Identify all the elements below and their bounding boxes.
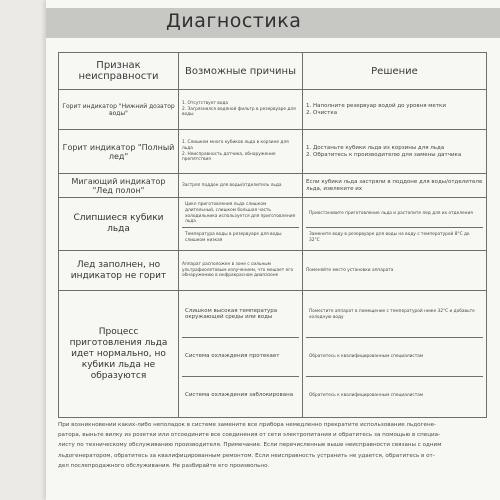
row-sign: Мигающий индикатор "Лед полон" [59, 174, 179, 198]
row-cause: 1. Слишком много кубиков льда в корзине для льда 2. Неисправность датчика, обнаружение препятствия [179, 130, 303, 174]
table-row [59, 251, 487, 291]
table-header-row [59, 53, 487, 90]
table-row [59, 291, 487, 418]
footer-note [58, 420, 486, 471]
row-solution-group [303, 291, 487, 418]
header-solution: Решение [303, 53, 487, 90]
row-cause: 1. Отсутствует вода 2. Загрязнился водяной фильтр в резервуаре для воды [179, 90, 303, 130]
row-solution: Замените воду в резервуаре для воды на воду с температурой 8°С до 32°С [306, 227, 483, 248]
row-solution: Поместите аппарат в помещение с температурой ниже 32°С и добавьте холодную воду [309, 309, 475, 320]
row-cause-group [179, 198, 303, 251]
row-cause: Цикл приготовления льда слишком длительный, слишком большая часть холодильника используется для приготовления льда [185, 202, 296, 225]
table-row [59, 198, 487, 251]
row-sign: Горит индикатор "Нижний дозатор воды" [59, 90, 179, 130]
row-solution: Приостановите приготовление льда и растопите лед для их отделения [309, 210, 473, 216]
note-line: листу по техническому обслуживанию производителя. Примечание. Если перечисленные выше неисправности связаны с одним [58, 442, 442, 449]
row-cause: Система охлаждения протекает [182, 337, 299, 376]
table-row [59, 174, 487, 198]
page-title: Диагностика [166, 10, 302, 32]
row-solution: Обратитесь к квалифицированным специалистам [306, 337, 483, 376]
header-cause: Возможные причины [179, 53, 303, 90]
row-sign: Слипшиеся кубики льда [59, 198, 179, 251]
manual-page [46, 0, 500, 500]
row-solution: Обратитесь к квалифицированным специалистам [306, 376, 483, 415]
note-line: дел послепродажного обслуживания. Не разбирайте его произвольно. [58, 462, 270, 469]
row-cause: Слишком высокая температура окружающей среды или воды [185, 308, 278, 320]
note-line: При возникновении каких-либо неполадок в системе замените все прибора немедленно прекратите использование льдогене- [58, 422, 437, 428]
row-cause: Температура воды в резервуаре для воды слишком низкая [182, 227, 299, 248]
row-solution: Если кубики льда застряли в поддоне для воды/отделителе льда, извлеките их [303, 174, 487, 198]
row-sign: Лед заполнен, но индикатор не горит [59, 251, 179, 291]
row-cause: Система охлаждения заблокирована [182, 376, 299, 415]
note-line: льдогенератором, обратитесь за квалифицированным ремонтом. Если неисправность устранить не удается, обратитесь в от- [58, 452, 435, 459]
row-cause: Аппарат расположен в зоне с сильным ультрафиолетовым излучением, что мешает его обнаружению в инфракрасном диапазоне [179, 251, 303, 291]
row-sign: Процесс приготовления льда идет нормально, но кубики льда не образуются [59, 291, 179, 418]
row-solution: Поменяйте место установки аппарата [303, 251, 487, 291]
table-row [59, 90, 487, 130]
row-solution: 1. Достаньте кубики льда из корзины для льда 2. Обратитесь к производителю для замены датчика [303, 130, 487, 174]
row-cause-group [179, 291, 303, 418]
row-solution-group [303, 198, 487, 251]
header-sign: Признак неисправности [59, 53, 179, 90]
row-cause: Застрял поддон для воды/отделитель льда [179, 174, 303, 198]
diagnostics-table [58, 52, 487, 418]
row-solution: 1. Наполните резервуар водой до уровня метки 2. Очистка [303, 90, 487, 130]
row-sign: Горит индикатор "Полный лед" [59, 130, 179, 174]
note-line: ратора, выньте вилку из розетки или отсоедините все соединения от сети электропитания и обратитесь за помощью в специа- [58, 432, 441, 439]
table-row [59, 130, 487, 174]
